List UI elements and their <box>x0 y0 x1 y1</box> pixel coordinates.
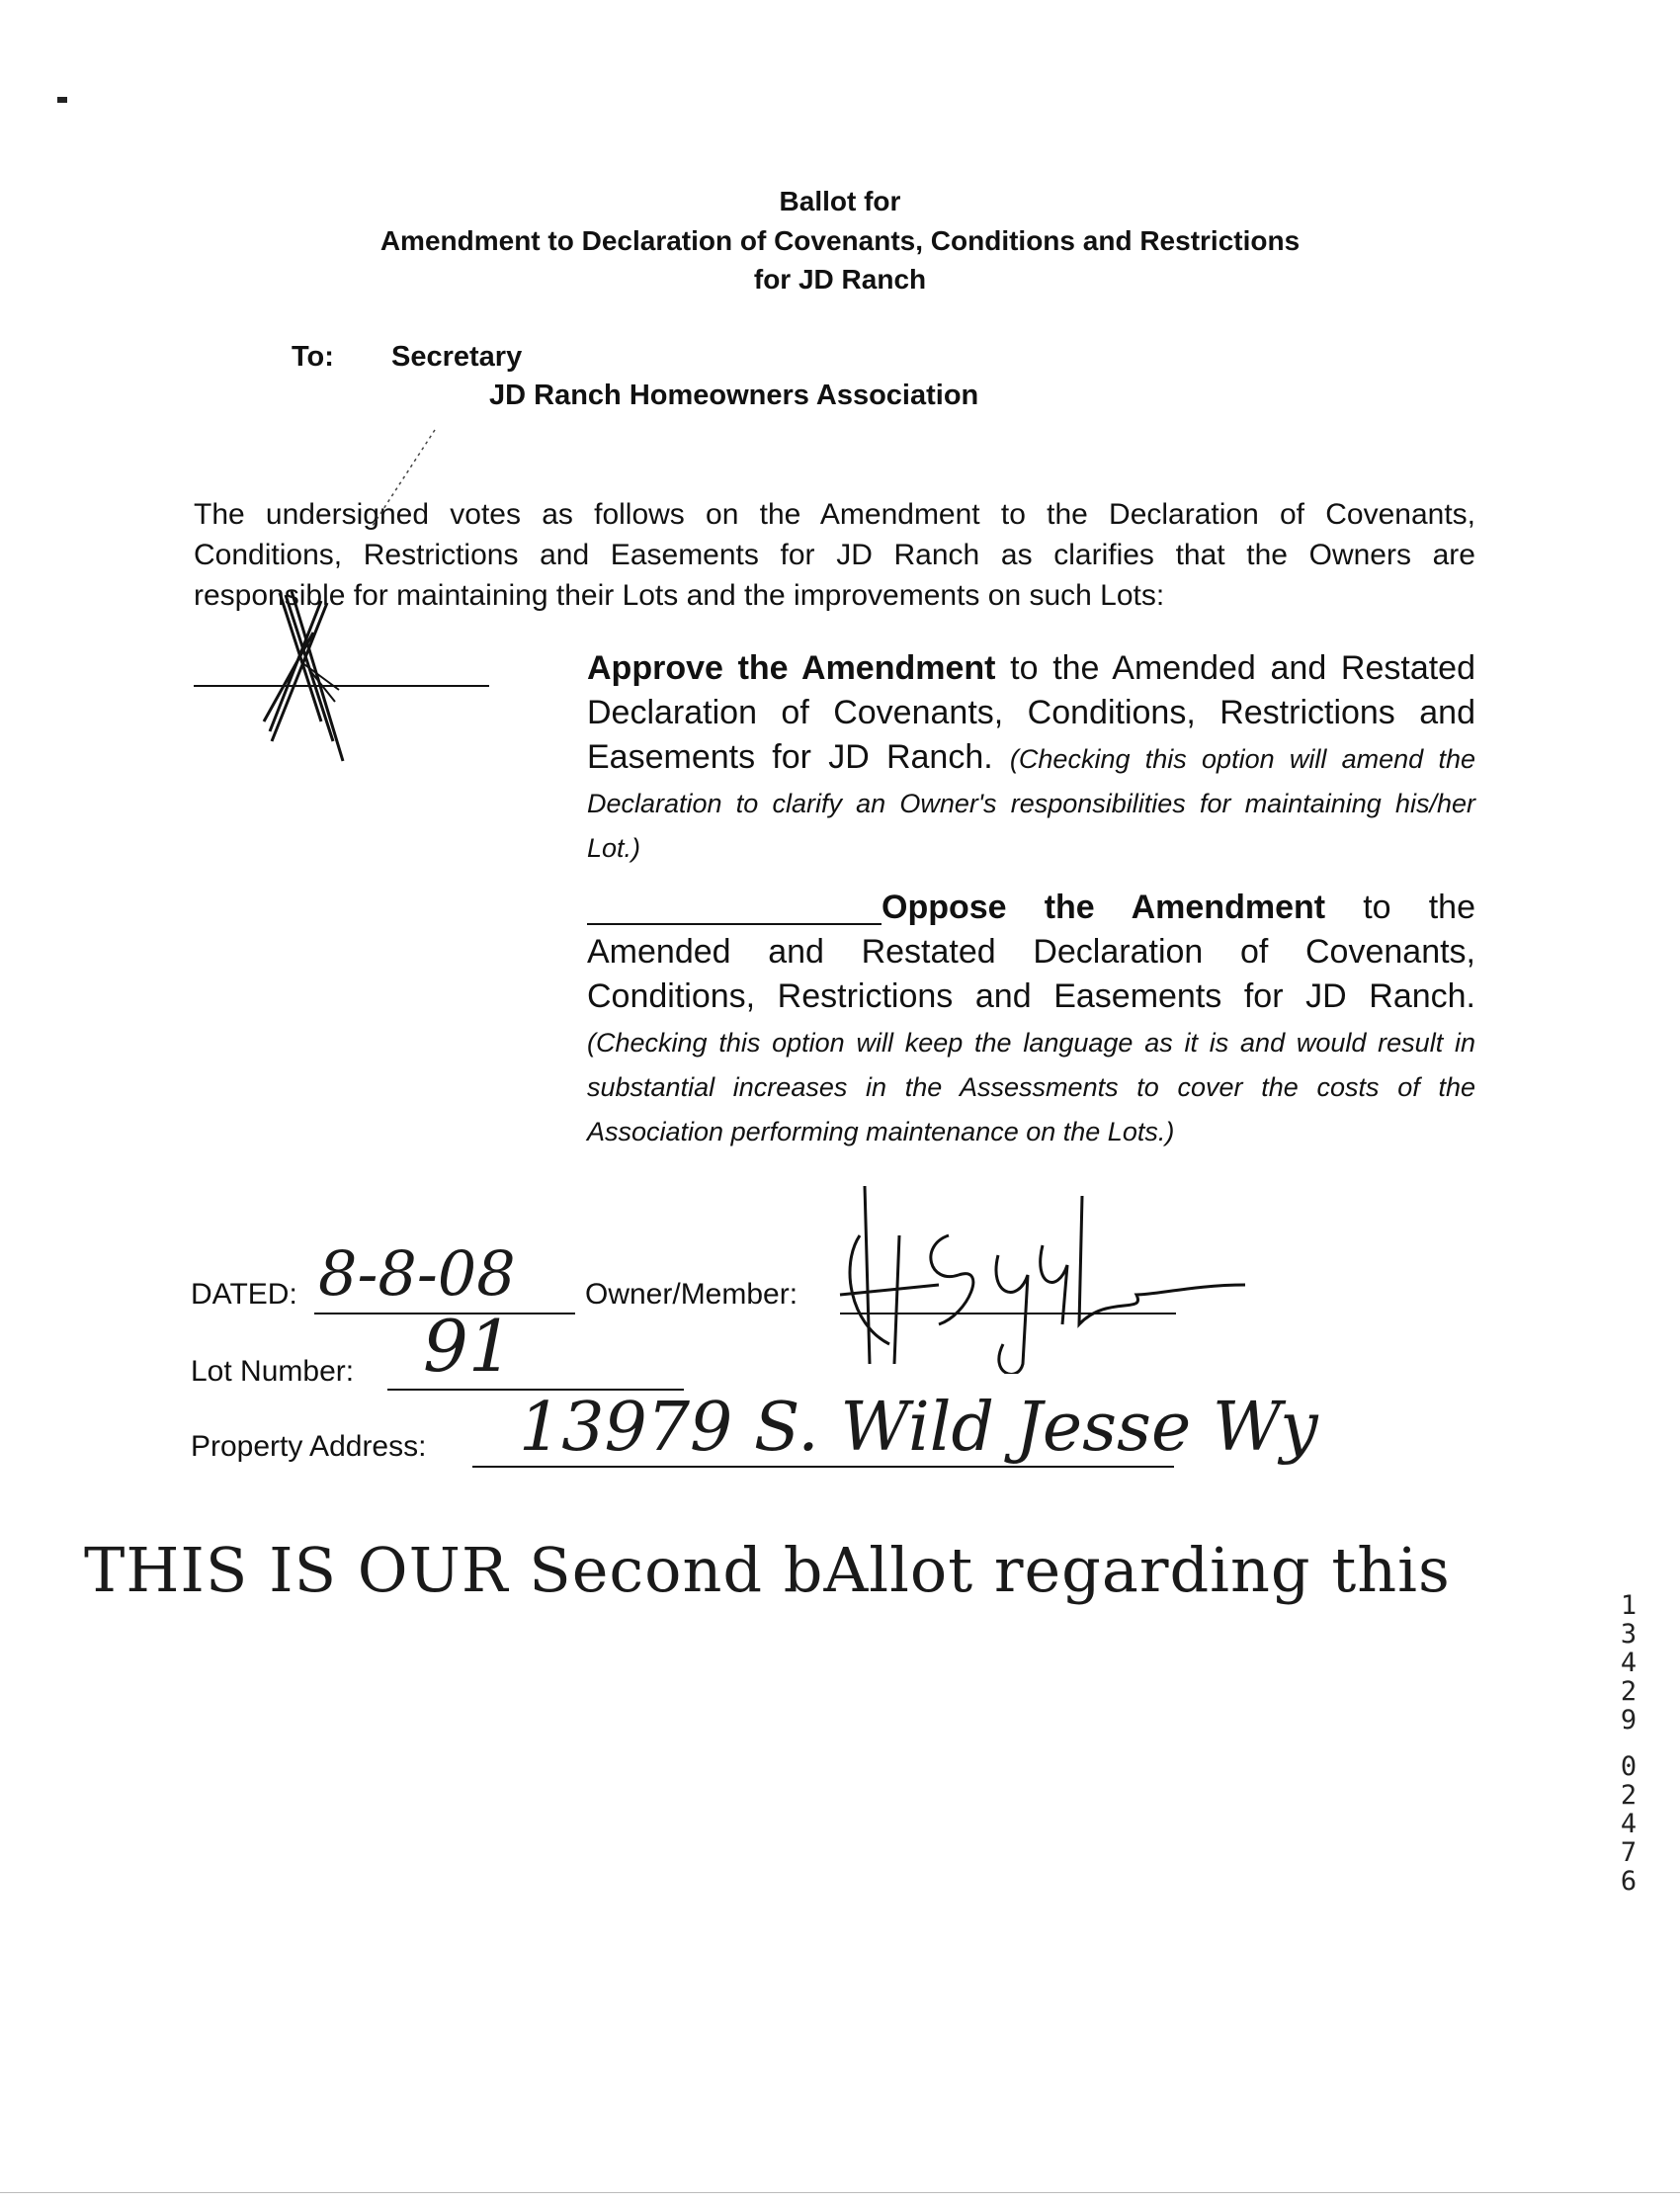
oppose-note: (Checking this option will keep the language as it is and would result in substantial increases in the Assessments to cover the costs of the Association performing maintenance on the Lots.) <box>587 1028 1475 1146</box>
stamp-digit: 2 <box>1620 1676 1638 1707</box>
approve-note: (Checking this option will amend the Declaration to clarify an Owner's responsibilities for maintaining his/her Lot.) <box>587 744 1476 863</box>
stamp-digit: 4 <box>1620 1809 1638 1839</box>
ballot-title-line3: for JD Ranch <box>753 264 927 295</box>
lot-value[interactable]: 91 <box>423 1305 514 1388</box>
approve-bold: Approve the Amendment <box>587 649 996 687</box>
address-value[interactable]: 13979 S. Wild Jesse Wy <box>519 1389 1318 1467</box>
recipient-name: Secretary <box>391 341 523 373</box>
approve-option-text <box>587 646 1475 869</box>
stamp-digit: 1 <box>1620 1590 1638 1621</box>
oppose-option-text <box>587 886 1475 1152</box>
stamp-digit: 6 <box>1620 1866 1638 1897</box>
dated-value[interactable]: 8-8-08 <box>318 1237 516 1310</box>
owner-signature <box>820 1176 1255 1374</box>
stamp-digit: 9 <box>1620 1705 1638 1736</box>
recipient-org: JD Ranch Homeowners Association <box>489 380 979 411</box>
scan-edge <box>0 2192 1680 2193</box>
oppose-bold: Oppose the Amendment <box>882 889 1326 926</box>
handwritten-note: THIS IS OUR Second bAllot regarding this <box>84 1534 1451 1606</box>
intro-paragraph: The undersigned votes as follows on the Amendment to the Declaration of Covenants, Conditions, Restrictions and Easements for JD Ranch as clarifies that the Owners are responsible for maintaining their Lots and the improvements on such Lots: <box>194 498 1475 612</box>
owner-label: Owner/Member: <box>585 1278 798 1311</box>
ballot-title-line2: Amendment to Declaration of Covenants, Conditions and Restrictions <box>379 225 1301 256</box>
stray-pen-stroke <box>361 425 450 534</box>
stamp-digit: 2 <box>1620 1780 1638 1811</box>
to-label: To: <box>292 341 334 373</box>
ballot-title-line1: Ballot for <box>779 186 901 216</box>
stamp-digit: 4 <box>1620 1648 1638 1678</box>
stamp-digit: 3 <box>1620 1619 1638 1650</box>
bates-stamp <box>1609 1591 1648 1896</box>
oppose-checkbox-line[interactable] <box>587 923 882 925</box>
address-label: Property Address: <box>191 1430 427 1463</box>
lot-label: Lot Number: <box>191 1355 355 1388</box>
dated-label: DATED: <box>191 1278 297 1311</box>
stamp-digit: 7 <box>1620 1837 1638 1868</box>
approve-text: to the Amended and Restated Declaration of Covenants, Conditions, Restrictions and Easements for JD Ranch. <box>587 649 1475 776</box>
stamp-digit: 0 <box>1620 1751 1638 1782</box>
oppose-text: to the Amended and Restated Declaration of Covenants, Conditions, Restrictions and Easements for JD Ranch. <box>587 889 1475 1015</box>
stamp-gap <box>1609 1735 1648 1752</box>
x-check-mark <box>252 573 361 766</box>
scan-speck <box>57 97 67 103</box>
